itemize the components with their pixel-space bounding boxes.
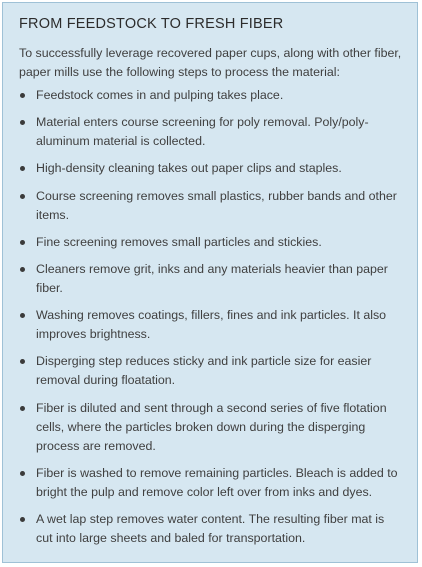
step-text: Fiber is diluted and sent through a second series of five flotation cells, where the particles broken down during the disperging process are removed. [36,400,387,453]
step-text: Fine screening removes small particles and stickies. [36,234,322,249]
list-item [19,464,403,502]
list-item [19,233,403,252]
step-text: Cleaners remove grit, inks and any materials heavier than paper fiber. [36,261,388,295]
step-text: Washing removes coatings, fillers, fines and ink particles. It also improves brightness. [36,308,387,342]
bullet-icon [20,194,25,199]
step-text: Fiber is washed to remove remaining particles. Bleach is added to bright the pulp and remove color left over from inks and dyes. [36,465,398,499]
step-text: Feedstock comes in and pulping takes place. [36,88,284,102]
bullet-icon [20,471,25,476]
step-text: Disperging step reduces sticky and ink particle size for easier removal during floatation. [36,354,372,388]
list-item [19,187,403,225]
bullet-icon [20,240,25,245]
bullet-icon [20,267,25,272]
list-item [19,399,403,456]
list-item [19,113,403,151]
list-item [19,352,403,390]
bullet-icon [20,517,25,522]
step-text: Material enters course screening for poly removal. Poly/poly-aluminum material is collected. [36,115,369,149]
list-item [19,510,403,548]
step-text: High-density cleaning takes out paper clips and staples. [36,161,342,176]
bullet-icon [20,406,25,411]
bullet-icon [20,313,25,318]
step-text: Course screening removes small plastics, rubber bands and other items. [36,188,397,222]
step-text: A wet lap step removes water content. The resulting fiber mat is cut into large sheets and baled for transportation. [36,511,385,545]
bullet-icon [20,120,25,125]
list-item [19,306,403,344]
bullet-icon [20,166,25,171]
box-title: FROM FEEDSTOCK TO FRESH FIBER [19,16,284,32]
bullet-icon [20,359,25,364]
process-steps-list [19,86,403,548]
feedstock-sidebar-box [2,2,418,563]
list-item [19,86,403,105]
list-item [19,159,403,178]
intro-paragraph: To successfully leverage recovered paper cups, along with other fiber, paper mills use the following steps to process the material: [19,46,402,79]
list-item [19,260,403,298]
bullet-icon [20,93,25,98]
